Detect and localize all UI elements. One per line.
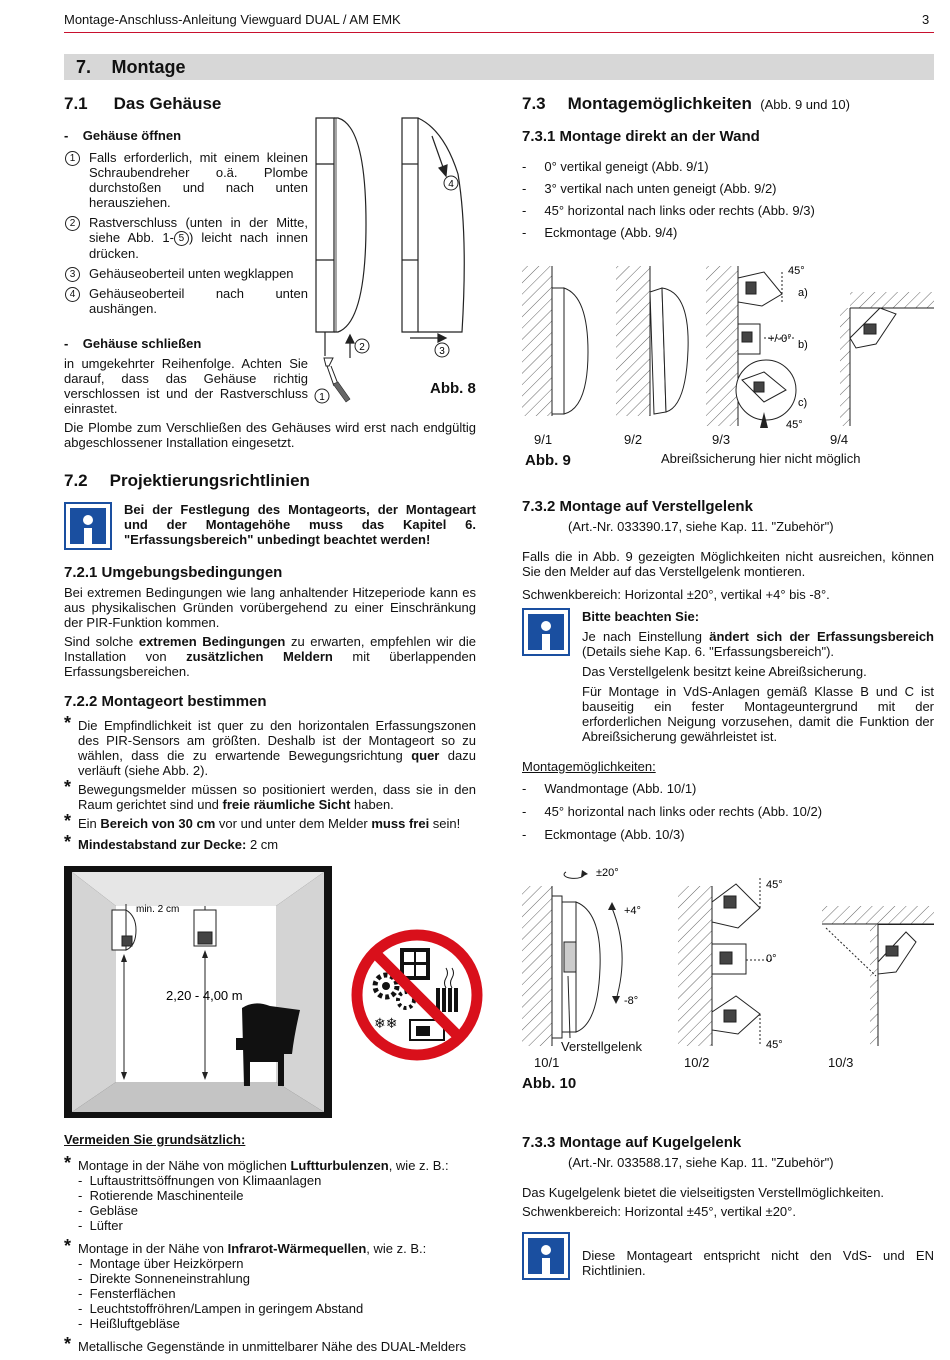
figure-9: [520, 262, 936, 430]
section-bar: [64, 54, 934, 80]
s73-num: 7.3: [522, 94, 546, 113]
fig10-angle-4: 45°: [766, 879, 783, 891]
text: vor und unter dem Melder: [215, 816, 372, 831]
close-text: in umgekehrter Reihenfolge. Achten Sie darauf, dass das Gehäuse richtig verschlossen ist und der Rastverschluss einrastet.: [64, 356, 308, 416]
fig9-label-b: b): [798, 339, 808, 351]
text: , wie z. B.:: [366, 1241, 427, 1256]
text-bold: freie räumliche Sicht: [222, 797, 351, 812]
fig10-angle-6: 45°: [766, 1039, 783, 1051]
step-4: [64, 286, 308, 316]
fig9-label-a: a): [798, 287, 808, 299]
avoid-item: - Fensterflächen: [78, 1286, 176, 1301]
section-title: Montage: [111, 57, 186, 77]
avoid-item: - Direkte Sonneneinstrahlung: [78, 1271, 250, 1286]
s733-heading: 7.3.3 Montage auf Kugelgelenk: [522, 1134, 742, 1151]
step-1: [64, 150, 308, 210]
note-3: Für Montage in VdS-Anlagen gemäß Klasse B und C ist bauseitig ein fester Montageuntergrund mit der erforderlichen Neigung vorzusehen, damit die Funktion der Abreißsicherung gewährleistet ist.: [582, 684, 934, 744]
fig8-num-2: 2: [359, 342, 365, 353]
step-text: Rastverschluss (unten in der Mitte, siehe Abb. 1-: [89, 215, 308, 245]
fig9-angle-3: 45°: [786, 419, 803, 430]
fig9-sub-2: 9/2: [624, 432, 643, 447]
s73-title: Montagemöglichkeiten: [567, 94, 752, 113]
avoid-item-text: Luftaustrittsöffnungen von Klimaanlagen: [89, 1173, 322, 1188]
room-min-label: min. 2 cm: [136, 904, 180, 915]
fig10-sub-1: 10/1: [534, 1055, 560, 1070]
option-item-text: Wandmontage (Abb. 10/1): [544, 781, 697, 796]
text: dazu verläuft (siehe Abb. 2).: [78, 748, 476, 778]
avoid-group-2: * Montage in der Nähe von Infrarot-Wärmequellen, wie z. B.: - Montage über Heizkörpern - Direkte Sonneneinstrahlung - Fensterflächen - Leuchtstoffröhren/Lampen in geringem Abstand - Heißluftgebläse: [64, 1241, 484, 1331]
step-text: Gehäuseoberteil nach unten aushängen.: [89, 286, 308, 316]
option-item: - Wandmontage (Abb. 10/1): [522, 781, 697, 796]
s72-info-text: Bei der Festlegung des Montageorts, der Montageart und der Montagehöhe muss das Kapitel 6. "Erfassungsbereich" unbedingt beachtet werden!: [124, 502, 476, 547]
step-text: Falls erforderlich, mit einem kleinen Schraubendreher o.ä. Plombe durchstoßen und nach unten herausziehen.: [89, 150, 308, 210]
room-figure: [64, 866, 334, 1120]
s71-heading: [64, 94, 221, 114]
avoid-item-text: Montage über Heizkörpern: [89, 1256, 244, 1271]
wall-item-text: 3° vertikal nach unten geneigt (Abb. 9/2): [544, 181, 777, 196]
fig9-label: Abb. 9: [525, 452, 571, 469]
avoid-item: - Leuchtstoffröhren/Lampen in geringem Abstand: [78, 1301, 364, 1316]
note-1: [582, 629, 934, 659]
avoid-item: - Lüfter: [78, 1218, 123, 1233]
s722-heading: 7.2.2 Montageort bestimmen: [64, 693, 267, 710]
avoid-item: - Montage über Heizkörpern: [78, 1256, 244, 1271]
fig8-num-3: 3: [439, 346, 445, 357]
fig10-angle-3: -8°: [624, 995, 639, 1007]
fig9-sub-4: 9/4: [830, 432, 849, 447]
fig10-label: Abb. 10: [522, 1075, 577, 1092]
s732-heading: 7.3.2 Montage auf Verstellgelenk: [522, 498, 753, 515]
option-item: - Eckmontage (Abb. 10/3): [522, 827, 685, 842]
bullet-3: * Ein Bereich von 30 cm vor und unter dem Melder muss frei sein!: [64, 811, 461, 831]
fig9-angle-1: 45°: [788, 265, 805, 277]
header-rule: [64, 32, 934, 33]
info-icon: [522, 608, 570, 656]
figure-8: [312, 114, 482, 414]
step-num: 2: [65, 216, 80, 231]
bullet-4: * Mindestabstand zur Decke: 2 cm: [64, 832, 279, 852]
s721-para1: Bei extremen Bedingungen wie lang anhaltender Hitzeperiode kann es aus physikalischen Gründen vorübergehend zu einer Einschränkung der PIR-Funktion kommen.: [64, 585, 476, 630]
text: Metallische Gegenstände in unmittelbarer Nähe des DUAL-Melders: [78, 1339, 467, 1354]
step-ref: 5: [174, 231, 189, 246]
step-2: [64, 215, 308, 261]
housing-base: [316, 118, 334, 332]
s722-bullets: [64, 713, 476, 852]
bullet-1: * Die Empfindlichkeit ist quer zu den horizontalen Erfassungszonen des PIR-Sensors am größten. Deshalb ist der Montageort so zu wählen, dass die zu erwartende Bewegungsrichtung quer dazu verläuft (siehe Abb. 2).: [64, 713, 476, 778]
fig10-joint-label: Verstellgelenk: [561, 1039, 642, 1054]
wall-item: - 0° vertikal geneigt (Abb. 9/1): [522, 159, 709, 174]
text-bold: quer: [411, 748, 440, 763]
bullet-2: * Bewegungsmelder müssen so positioniert werden, dass sie in den Raum gerichtet sind und freie räumliche Sicht haben.: [64, 777, 476, 812]
s721-heading: 7.2.1 Umgebungsbedingungen: [64, 564, 283, 581]
avoid-item-text: Leuchtstoffröhren/Lampen in geringem Abstand: [89, 1301, 364, 1316]
step-text: ) leicht nach innen drücken.: [89, 230, 309, 261]
wall-item: - 45° horizontal nach links oder rechts (Abb. 9/3): [522, 203, 815, 218]
header-title: Montage-Anschluss-Anleitung Viewguard DUAL / AM EMK: [64, 12, 401, 27]
fig9-note: Abreißsicherung hier nicht möglich: [661, 451, 861, 466]
avoid-list: [64, 1153, 484, 1354]
s733-info-text: Diese Montageart entspricht nicht den VdS- und EN Richtlinien.: [582, 1248, 934, 1278]
text-bold: Infrarot-Wärmequellen: [227, 1241, 367, 1256]
note-2: Das Verstellgelenk besitzt keine Abreißsicherung.: [582, 664, 867, 679]
page-number: 3: [922, 12, 930, 27]
info-icon: [64, 502, 112, 550]
fig9-sub-1: 9/1: [534, 432, 553, 447]
fig10-sub-3: 10/3: [828, 1055, 854, 1070]
step-num: 4: [65, 287, 80, 302]
open-heading-text: Gehäuse öffnen: [82, 128, 182, 143]
section-number: 7.: [76, 57, 92, 77]
text: Bewegungsmelder müssen so positioniert werden, dass sie in den Raum gerichtet sind und: [78, 782, 476, 812]
s72-heading: [64, 471, 310, 491]
fig10-angle-5: 0°: [766, 953, 777, 965]
option-item-text: Eckmontage (Abb. 10/3): [544, 827, 685, 842]
s72-num: 7.2: [64, 471, 88, 490]
avoid-item: - Luftaustrittsöffnungen von Klimaanlagen: [78, 1173, 322, 1188]
close-heading-text: Gehäuse schließen: [82, 336, 202, 351]
wall-item: - 3° vertikal nach unten geneigt (Abb. 9/2): [522, 181, 777, 196]
room-height-label: 2,20 - 4,00 m: [166, 988, 243, 1003]
s72-title: Projektierungsrichtlinien: [109, 471, 310, 490]
text: Sind solche: [64, 634, 139, 649]
avoid-item: - Heißluftgebläse: [78, 1316, 180, 1331]
s731-heading: 7.3.1 Montage direkt an der Wand: [522, 128, 760, 145]
text: 2 cm: [246, 837, 279, 852]
prohibition-sign: [350, 928, 484, 1062]
avoid-item-text: Fensterflächen: [89, 1286, 176, 1301]
text: zu erwarten, empfehlen wir die Installation von: [64, 634, 476, 664]
s721-para2: [64, 634, 476, 679]
fig10-angle-2: +4°: [624, 905, 641, 917]
text: Ein: [78, 816, 101, 831]
text-bold: Luftturbulenzen: [290, 1158, 389, 1173]
text-bold: ändert sich der Erfassungsbereich: [709, 629, 934, 644]
step-3: [64, 266, 308, 281]
option-item-text: 45° horizontal nach links oder rechts (Abb. 10/2): [544, 804, 823, 819]
text-bold: Mindestabstand zur Decke:: [78, 837, 247, 852]
wall-item: - Eckmontage (Abb. 9/4): [522, 225, 678, 240]
s71-num: 7.1: [64, 94, 88, 113]
avoid-heading: Vermeiden Sie grundsätzlich:: [64, 1132, 246, 1147]
fig9-angle-2: +/-0°: [768, 333, 792, 345]
s733-art: (Art.-Nr. 033588.17, siehe Kap. 11. "Zubehör"): [568, 1155, 834, 1170]
text: mit überlappenden Erfassungsbereichen.: [64, 649, 476, 679]
step-num: 3: [65, 267, 80, 282]
options-list: [522, 781, 822, 842]
fig10-sub-2: 10/2: [684, 1055, 710, 1070]
avoid-group-3: * Metallische Gegenstände in unmittelbarer Nähe des DUAL-Melders: [64, 1334, 467, 1354]
open-steps: [64, 150, 308, 316]
note-box: [582, 609, 934, 744]
step-num: 1: [65, 151, 80, 166]
text: Montage in der Nähe von: [78, 1241, 228, 1256]
wall-item-text: Eckmontage (Abb. 9/4): [544, 225, 678, 240]
note-heading: Bitte beachten Sie:: [582, 609, 700, 624]
text: Die Empfindlichkeit ist quer zu den horizontalen Erfassungszonen des PIR-Sensors am größten. Deshalb ist der Montageort so zu wählen, dass die zu erwartende Bewegungsrichtung: [78, 718, 476, 763]
svg-text:❄❄: ❄❄: [374, 1016, 398, 1032]
wall-list: [522, 159, 815, 240]
avoid-group-1: * Montage in der Nähe von möglichen Luftturbulenzen, wie z. B.: - Luftaustrittsöffnungen von Klimaanlagen - Rotierende Maschinenteile - Gebläse - Lüfter: [64, 1158, 484, 1233]
fig8-num-1: 1: [319, 392, 325, 403]
fig10-angle-1: ±20°: [596, 867, 619, 879]
fig9-label-c: c): [798, 397, 808, 409]
options-heading: Montagemöglichkeiten:: [522, 759, 656, 774]
open-heading: - Gehäuse öffnen: [64, 128, 182, 143]
avoid-item-text: Heißluftgebläse: [89, 1316, 180, 1331]
text: haben.: [350, 797, 394, 812]
s73-ref: (Abb. 9 und 10): [760, 97, 850, 112]
text: Montage in der Nähe von möglichen: [78, 1158, 291, 1173]
s733-para1: Das Kugelgelenk bietet die vielseitigsten Verstellmöglichkeiten.: [522, 1185, 885, 1200]
text-bold: zusätzlichen Meldern: [186, 649, 333, 664]
avoid-item-text: Direkte Sonneneinstrahlung: [89, 1271, 250, 1286]
s732-art: (Art.-Nr. 033390.17, siehe Kap. 11. "Zubehör"): [568, 519, 834, 534]
step-text: Gehäuseoberteil unten wegklappen: [89, 266, 294, 281]
wall-item-text: 0° vertikal geneigt (Abb. 9/1): [544, 159, 709, 174]
avoid-item: - Rotierende Maschinenteile: [78, 1188, 244, 1203]
figure-10: [520, 862, 936, 1052]
s732-para2: Schwenkbereich: Horizontal ±20°, vertikal +4° bis -8°.: [522, 587, 830, 602]
fig8-label: Abb. 8: [430, 380, 476, 397]
s71-title: Das Gehäuse: [113, 94, 222, 113]
avoid-item-text: Rotierende Maschinenteile: [89, 1188, 244, 1203]
wall-item-text: 45° horizontal nach links oder rechts (Abb. 9/3): [544, 203, 815, 218]
s732-para1: Falls die in Abb. 9 gezeigten Möglichkeiten nicht ausreichen, können Sie den Melder auf das Verstellgelenk montieren.: [522, 549, 934, 579]
close-heading: - Gehäuse schließen: [64, 336, 202, 351]
text-bold: muss frei: [371, 816, 430, 831]
avoid-item-text: Gebläse: [89, 1203, 138, 1218]
text: Je nach Einstellung: [582, 629, 710, 644]
housing-cover: [334, 118, 366, 332]
s73-heading: [522, 94, 850, 114]
plombe-text: Die Plombe zum Verschließen des Gehäuses wird erst nach endgültig abgeschlossener Installation eingesetzt.: [64, 420, 476, 450]
info-icon: [522, 1232, 570, 1280]
text-bold: extremen Bedingungen: [138, 634, 286, 649]
s733-para2: Schwenkbereich: Horizontal ±45°, vertikal ±20°.: [522, 1204, 796, 1219]
text: sein!: [429, 816, 461, 831]
avoid-item: - Gebläse: [78, 1203, 138, 1218]
text: , wie z. B.:: [388, 1158, 449, 1173]
text: (Details siehe Kap. 6. "Erfassungsbereich").: [582, 644, 835, 659]
text-bold: Bereich von 30 cm: [100, 816, 216, 831]
fig8-num-4: 4: [448, 179, 454, 190]
option-item: - 45° horizontal nach links oder rechts (Abb. 10/2): [522, 804, 823, 819]
fig9-sub-3: 9/3: [712, 432, 731, 447]
avoid-item-text: Lüfter: [89, 1218, 123, 1233]
